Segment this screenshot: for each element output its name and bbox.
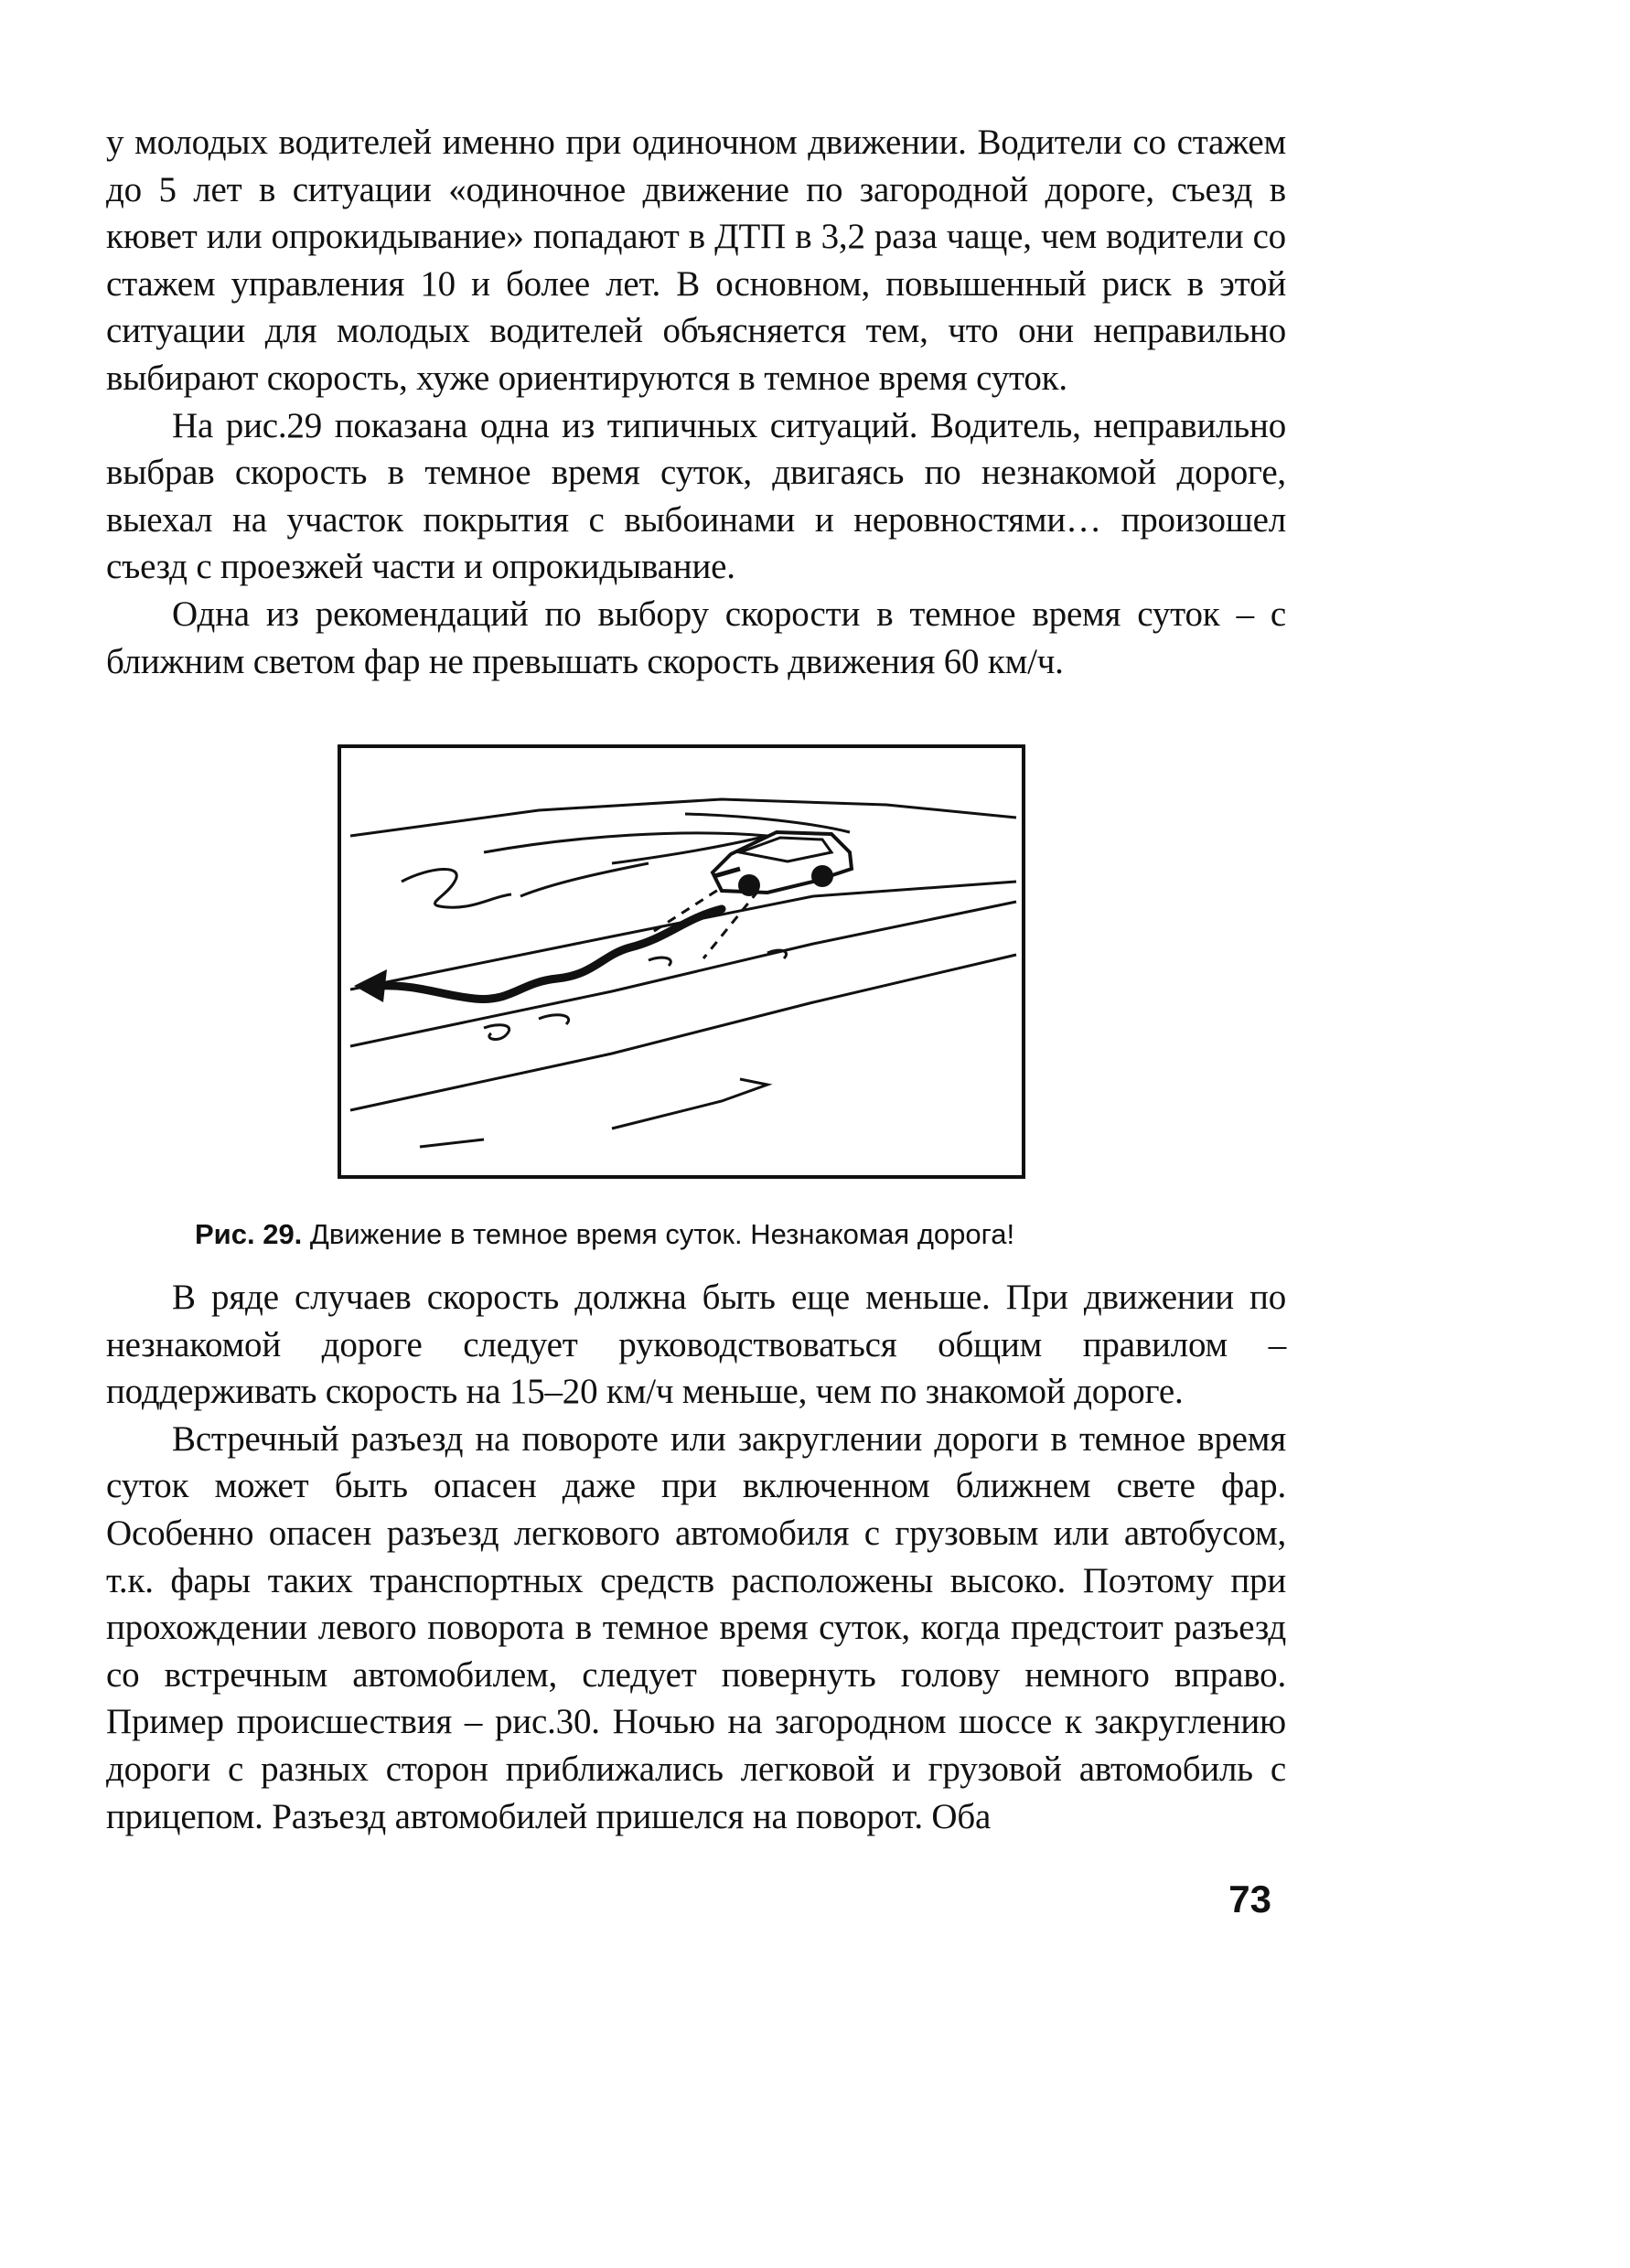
figure-night-driving-illustration: [338, 744, 1025, 1179]
paragraph: Одна из рекомендаций по выбору скорости в темное время суток – с ближним светом фар не превышать скорость движения 60 км/ч.: [106, 594, 1286, 681]
paragraph: Встречный разъезд на повороте или закруглении дороги в темное время суток может быть опасен даже при включенном ближнем свете фар. Особенно опасен разъезд легкового автомобиля с грузовым или автобусом, т.к. фары таких транспортных средств расположены высоко. Поэтому при прохождении левого поворота в темное время суток, когда предстоит разъезд со встречным автомобилем, следует повернуть голову немного вправо. Пример происшествия – рис.30. Ночью на загородном шоссе к закруглению дороги с разных сторон приближались легковой и грузовой автомобиль с прицепом. Разъезд автомобилей пришелся на поворот. Оба: [106, 1418, 1286, 1836]
paragraph: В ряде случаев скорость должна быть еще меньше. При движении по незнакомой дороге следует руководствоваться общим правилом – поддерживать скорость на 15–20 км/ч меньше, чем по знакомой дороге.: [106, 1278, 1286, 1412]
paragraph: у молодых водителей именно при одиночном движении. Водители со стажем до 5 лет в ситуации «одиночное движение по загородной дороге, съезд в кювет или опрокидывание» попадают в ДТП в 3,2 раза чаще, чем водители со стажем управления 10 и более лет. В основном, повышенный риск в этой ситуации для молодых водителей объясняется тем, что они неправильно выбирают скорость, хуже ориентируются в темное время суток.: [106, 123, 1286, 398]
figure-caption: [195, 1216, 1292, 1253]
text-block-bottom: [106, 1274, 1286, 1840]
caption-label: Рис. 29.: [195, 1218, 303, 1250]
text-block-top: [106, 119, 1286, 685]
road-illustration: [338, 744, 1025, 1179]
paragraph: На рис.29 показана одна из типичных ситуаций. Водитель, неправильно выбрав скорость в темное время суток, двигаясь по незнакомой дороге, выехал на участок покрытия с выбоинами и неровностями… произошел съезд с проезжей части и опрокидывание.: [106, 405, 1286, 587]
caption-text: Движение в темное время суток. Незнакомая дорога!: [302, 1218, 1015, 1250]
page-number: 73: [1228, 1878, 1271, 1920]
